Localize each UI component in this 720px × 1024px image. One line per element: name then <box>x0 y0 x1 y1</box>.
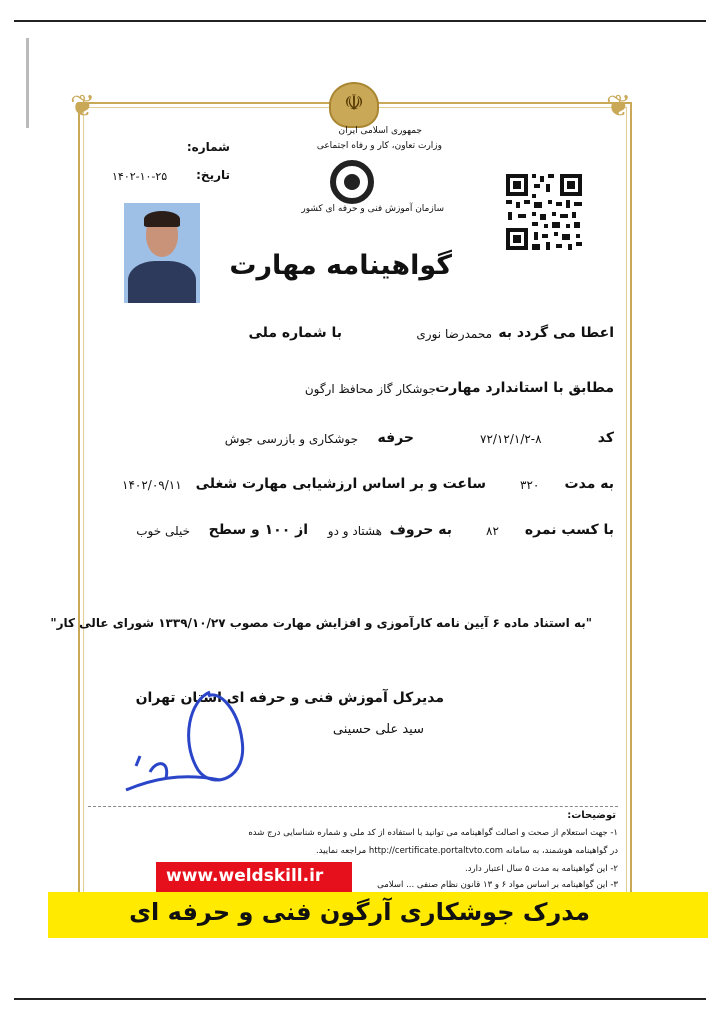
date-label: تاریخ: <box>196 168 230 182</box>
holder-photo <box>124 203 200 303</box>
corner-ornament-top-right-icon: ❦ <box>606 89 632 124</box>
bottom-rule <box>14 998 706 1000</box>
notes-heading: توضیحات: <box>567 810 616 821</box>
out-of-label: از ۱۰۰ و سطح <box>208 522 308 538</box>
caption-text: مدرک جوشکاری آرگون فنی و حرفه ای <box>129 898 590 926</box>
left-scan-mark <box>26 38 29 128</box>
iran-emblem-icon: ☫ <box>329 82 379 128</box>
granted-label: اعطا می گردد به <box>498 325 614 341</box>
duration-label: به مدت <box>564 476 614 492</box>
tvto-logo-icon <box>330 160 374 204</box>
national-id-label: با شماره ملی <box>248 325 342 341</box>
trade-value: جوشکاری و بازرسی جوش <box>224 432 358 446</box>
signature-icon <box>120 680 270 810</box>
legal-reference: "به استناد ماده ۶ آیین نامه کارآموزی و افزایش مهارت مصوب ۱۳۳۹/۱۰/۲۷ شورای عالی کار" <box>50 616 592 630</box>
signatory-title: مدیرکل آموزش فنی و حرفه ای استان تهران <box>135 690 444 706</box>
qr-code-icon <box>504 172 584 252</box>
code-value: ۷۲/۱۲/۱/۲-۸ <box>480 432 542 446</box>
ministry-text: وزارت تعاون، کار و رفاه اجتماعی <box>316 141 442 151</box>
note-line-4: ۳- این گواهینامه بر اساس مواد ۶ و ۱۳ قانون نظام صنفی ... اسلامی <box>377 880 618 890</box>
website-text: www.weldskill.ir <box>166 866 324 886</box>
organization-text: سازمان آموزش فنی و حرفه ای کشور <box>301 204 444 214</box>
in-letters-label: به حروف <box>389 522 452 538</box>
evaluation-date: ۱۴۰۲/۰۹/۱۱ <box>122 478 182 492</box>
code-label: کد <box>597 430 614 446</box>
standard-label: مطابق با استاندارد مهارت <box>435 380 614 396</box>
corner-ornament-top-left-icon: ❦ <box>70 89 96 124</box>
trade-label: حرفه <box>377 430 414 446</box>
level-value: خیلی خوب <box>136 524 190 538</box>
date-value: ۱۴۰۲-۱۰-۲۵ <box>112 170 168 183</box>
holder-name: محمدرضا نوری <box>416 327 492 341</box>
notes-section <box>88 806 618 807</box>
number-label: شماره: <box>186 140 230 154</box>
signatory-name: سید علی حسینی <box>332 722 424 737</box>
duration-value: ۳۲۰ <box>520 478 540 492</box>
score-label: با کسب نمره <box>524 522 614 538</box>
hours-label: ساعت و بر اساس ارزشیابی مهارت شغلی <box>195 476 486 492</box>
score-value: ۸۲ <box>486 524 499 538</box>
note-line-1: ۱- جهت استعلام از صحت و اصالت گواهینامه می توانید با استفاده از کد ملی و شماره شناسایی درج شده <box>248 828 618 838</box>
republic-text: جمهوری اسلامی ایران <box>338 126 422 136</box>
score-letters: هشتاد و دو <box>327 524 382 538</box>
standard-value: جوشکار گاز محافظ ارگون <box>304 382 436 396</box>
certificate-title: گواهینامه مهارت <box>229 250 452 281</box>
note-line-2: در گواهینامه هوشمند، به سامانه http://certificate.portaltvto.com مراجعه نمایید. <box>315 846 618 856</box>
top-rule <box>14 20 706 22</box>
note-line-3: ۲- این گواهینامه به مدت ۵ سال اعتبار دارد. <box>465 864 618 874</box>
